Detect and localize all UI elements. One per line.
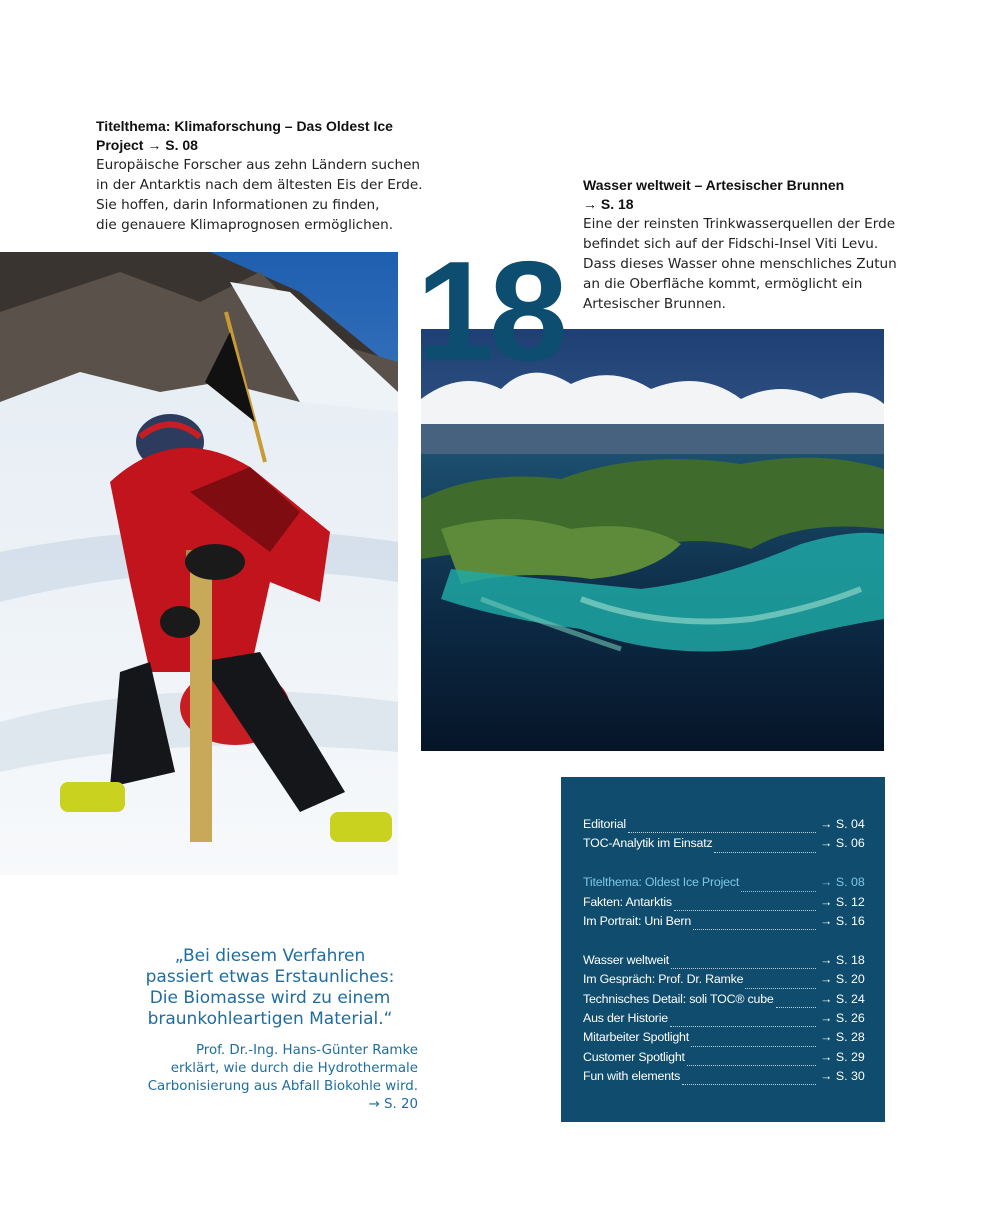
toc-entry[interactable]	[583, 1010, 865, 1030]
toc-entry[interactable]	[583, 913, 865, 933]
toc-entry[interactable]	[583, 875, 865, 894]
toc-entry-label: Fun with elements	[583, 1069, 681, 1084]
attribution-line: Carbonisierung aus Abfall Biokohle wird.	[147, 1079, 418, 1094]
toc-entry-page: → S. 28	[820, 1030, 865, 1045]
toc-dot-leader	[674, 909, 816, 911]
toc-entry[interactable]	[583, 1030, 865, 1049]
toc-group-gap	[583, 933, 860, 952]
toc-entry[interactable]	[583, 972, 865, 991]
toc-dot-leader	[628, 831, 816, 833]
teaser-body-line: befindet sich auf der Fidschi-Insel Viti Levu.	[583, 236, 879, 252]
toc-entry[interactable]	[583, 991, 865, 1011]
toc-entry-label: Customer Spotlight	[583, 1049, 685, 1064]
fiji-island-photo	[421, 329, 884, 751]
quote-line: braunkohleartigen Material.“	[147, 1009, 393, 1029]
teaser-title-line: Project → S. 08	[96, 137, 198, 153]
toc-entry-page: → S. 16	[820, 913, 865, 928]
toc-dot-leader	[714, 851, 816, 853]
table-of-contents	[561, 777, 885, 1122]
attribution-line: erklärt, wie durch die Hydrothermale	[170, 1061, 418, 1076]
teaser-title-line: → S. 18	[583, 196, 634, 212]
toc-entry-label: Mitarbeiter Spotlight	[583, 1030, 689, 1045]
quote-line: „Bei diesem Verfahren	[174, 946, 366, 966]
teaser-body-line: Artesischer Brunnen.	[583, 296, 726, 312]
toc-dot-leader	[745, 987, 816, 989]
toc-entry-page: → S. 26	[820, 1010, 865, 1025]
teaser-body-line: in der Antarktis nach dem ältesten Eis der Erde.	[96, 177, 423, 193]
toc-dot-leader	[741, 890, 816, 892]
toc-dot-leader	[671, 967, 816, 969]
toc-entry-page: → S. 24	[820, 991, 865, 1006]
quote-text	[120, 946, 420, 1030]
toc-entry-label: Im Gespräch: Prof. Dr. Ramke	[583, 972, 744, 987]
quote-line: passiert etwas Erstaunliches:	[145, 967, 395, 987]
toc-entry[interactable]	[583, 817, 865, 836]
quote-attribution	[120, 1042, 420, 1114]
toc-entry-page: → S. 08	[820, 875, 865, 890]
toc-entry-label: Aus der Historie	[583, 1010, 668, 1025]
teaser-body-line: Sie hoffen, darin Informationen zu finden,	[96, 197, 380, 213]
teaser-title-line: Titelthema: Klimaforschung – Das Oldest Ice	[96, 118, 393, 134]
toc-entry[interactable]	[583, 952, 865, 972]
feature-page-number: 18	[416, 232, 562, 391]
pull-quote	[120, 946, 420, 1114]
toc-dot-leader	[691, 1045, 816, 1047]
toc-entry-page: → S. 06	[820, 836, 865, 851]
wasser-teaser	[583, 176, 903, 314]
toc-dot-leader	[693, 928, 816, 930]
toc-dot-leader	[682, 1083, 816, 1085]
teaser-body-line: an die Oberfläche kommt, ermöglicht ein	[583, 276, 863, 292]
toc-entry[interactable]	[583, 1069, 865, 1088]
attribution-page-link[interactable]: → S. 20	[368, 1097, 418, 1112]
titelthema-teaser	[96, 117, 423, 235]
titelthema-teaser-body	[96, 155, 423, 235]
titelthema-teaser-title[interactable]	[96, 117, 416, 155]
toc-dot-leader	[776, 1006, 816, 1008]
toc-entry-page: → S. 29	[820, 1049, 865, 1064]
toc-entry-label: Titelthema: Oldest Ice Project	[583, 875, 740, 890]
toc-entry[interactable]	[583, 894, 865, 914]
wasser-teaser-title[interactable]	[583, 176, 903, 214]
toc-entry-page: → S. 04	[820, 817, 865, 831]
teaser-body-line: die genauere Klimaprognosen ermöglichen.	[96, 217, 394, 233]
ice-drilling-photo	[0, 252, 398, 875]
toc-entry[interactable]	[583, 836, 865, 855]
teaser-body-line: Eine der reinsten Trinkwasserquellen der Erde	[583, 216, 896, 232]
wasser-teaser-body	[583, 214, 903, 314]
toc-list	[583, 817, 865, 1088]
toc-group-gap	[583, 856, 860, 875]
toc-entry-page: → S. 12	[820, 894, 865, 909]
toc-entry-label: Im Portrait: Uni Bern	[583, 913, 692, 928]
toc-entry[interactable]	[583, 1049, 865, 1069]
teaser-body-line: Dass dieses Wasser ohne menschliches Zutun	[583, 256, 897, 272]
toc-entry-label: Fakten: Antarktis	[583, 894, 672, 909]
toc-entry-label: Wasser weltweit	[583, 952, 670, 967]
toc-dot-leader	[670, 1025, 816, 1027]
toc-entry-page: → S. 20	[820, 972, 865, 987]
toc-dot-leader	[687, 1064, 816, 1066]
teaser-body-line: Europäische Forscher aus zehn Ländern suchen	[96, 157, 421, 173]
toc-entry-label: TOC-Analytik im Einsatz	[583, 836, 713, 851]
toc-entry-page: → S. 30	[820, 1069, 865, 1084]
attribution-line: Prof. Dr.-Ing. Hans-Günter Ramke	[195, 1043, 418, 1058]
toc-entry-page: → S. 18	[820, 952, 865, 967]
toc-entry-label: Editorial	[583, 817, 626, 831]
quote-line: Die Biomasse wird zu einem	[149, 988, 391, 1008]
teaser-title-line: Wasser weltweit – Artesischer Brunnen	[583, 177, 845, 193]
toc-entry-label: Technisches Detail: soli TOC® cube	[583, 991, 774, 1006]
